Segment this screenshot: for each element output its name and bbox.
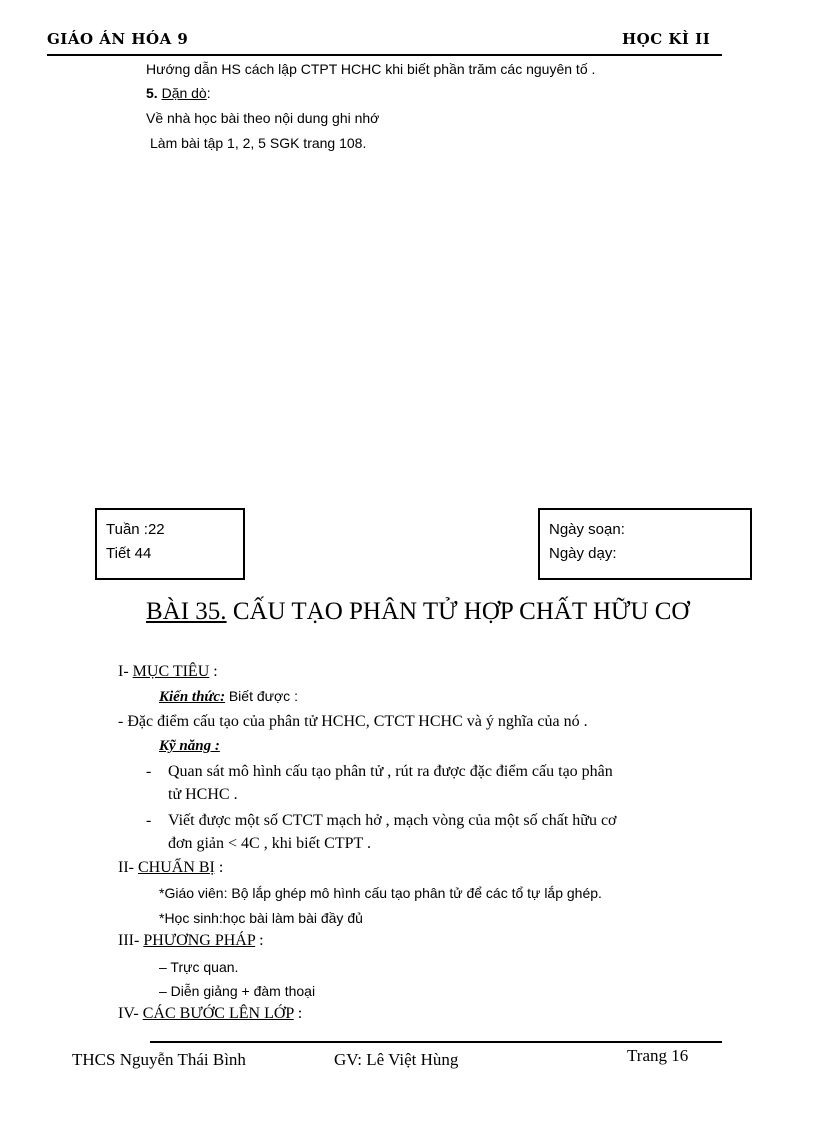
method-item-2: – Diễn giảng + đàm thoại: [159, 983, 316, 999]
homework-line-1: Về nhà học bài theo nội dung ghi nhớ: [146, 110, 380, 126]
skills-label: [159, 738, 220, 755]
section-5-heading: [146, 85, 211, 101]
steps-heading: [118, 1005, 302, 1023]
skill-1-line-1: Quan sát mô hình cấu tạo phân tử , rút ra được đặc điểm cấu tạo phân: [168, 763, 613, 780]
objectives-label: MỤC TIÊU: [132, 663, 210, 680]
preparation-label: CHUẨN BỊ: [137, 859, 215, 876]
teacher-preparation: *Giáo viên: Bộ lắp ghép mô hình cấu tạo phân tử để các tổ tự lắp ghép.: [159, 885, 602, 901]
period-label: Tiết 44: [106, 545, 152, 562]
skill-2-line-1: Viết được một số CTCT mạch hở , mạch vòng của một số chất hữu cơ: [168, 812, 617, 829]
methods-heading: [118, 932, 264, 950]
lesson-title: [146, 598, 689, 626]
knowledge-item: - Đặc điểm cấu tạo của phân tử HCHC, CTCT HCHC và ý nghĩa của nó .: [118, 713, 588, 730]
methods-label: PHƯƠNG PHÁP: [143, 932, 256, 949]
section-5-colon: :: [206, 85, 211, 101]
dates-box: [538, 508, 752, 580]
skill-2-line-2: đơn giản < 4C , khi biết CTPT .: [168, 835, 371, 852]
skill-1-bullet: -: [146, 763, 152, 780]
knowledge-text: Biết được :: [228, 688, 298, 704]
objectives-prefix: I-: [118, 663, 129, 680]
knowledge-label: Kiến thức:: [159, 689, 226, 705]
footer-school: THCS Nguyễn Thái Bình: [72, 1050, 246, 1069]
footer-page: Trang 16: [627, 1046, 689, 1065]
section-5-label: Dặn dò: [161, 85, 207, 101]
preparation-prefix: II-: [118, 859, 134, 876]
prepared-date-label: Ngày soạn:: [549, 521, 625, 538]
week-period-box: [95, 508, 245, 580]
footer-rule: [150, 1041, 722, 1043]
methods-prefix: III-: [118, 932, 140, 949]
header-left: GIÁO ÁN HÓA 9: [47, 30, 189, 48]
lesson-title-text: CẤU TẠO PHÂN TỬ HỢP CHẤT HỮU CƠ: [232, 598, 690, 625]
skill-2-bullet: -: [146, 812, 152, 829]
homework-line-2: Làm bài tập 1, 2, 5 SGK trang 108.: [150, 135, 367, 151]
method-item-1: – Trực quan.: [159, 959, 239, 975]
week-label: Tuần :22: [106, 521, 165, 538]
lesson-number: BÀI 35.: [146, 598, 227, 625]
preparation-colon: :: [218, 859, 224, 876]
methods-colon: :: [259, 932, 264, 949]
taught-date-label: Ngày dạy:: [549, 545, 617, 562]
instruction-line: Hướng dẫn HS cách lập CTPT HCHC khi biết phần trăm các nguyên tố .: [146, 61, 596, 77]
objectives-heading: [118, 663, 218, 681]
section-5-number: 5.: [146, 85, 158, 101]
footer-teacher: GV: Lê Việt Hùng: [334, 1050, 459, 1069]
preparation-heading: [118, 859, 223, 877]
knowledge-line: [159, 688, 298, 706]
objectives-colon: :: [213, 663, 218, 680]
steps-prefix: IV-: [118, 1005, 139, 1022]
skills-label-text: Kỹ năng :: [159, 738, 220, 754]
skill-1-line-2: tử HCHC .: [168, 786, 238, 803]
steps-label: CÁC BƯỚC LÊN LỚP: [142, 1005, 294, 1022]
steps-colon: :: [297, 1005, 303, 1022]
student-preparation: *Học sinh:học bài làm bài đầy đủ: [159, 910, 363, 926]
header-rule: [47, 54, 722, 56]
header-right: HỌC KÌ II: [622, 30, 711, 48]
